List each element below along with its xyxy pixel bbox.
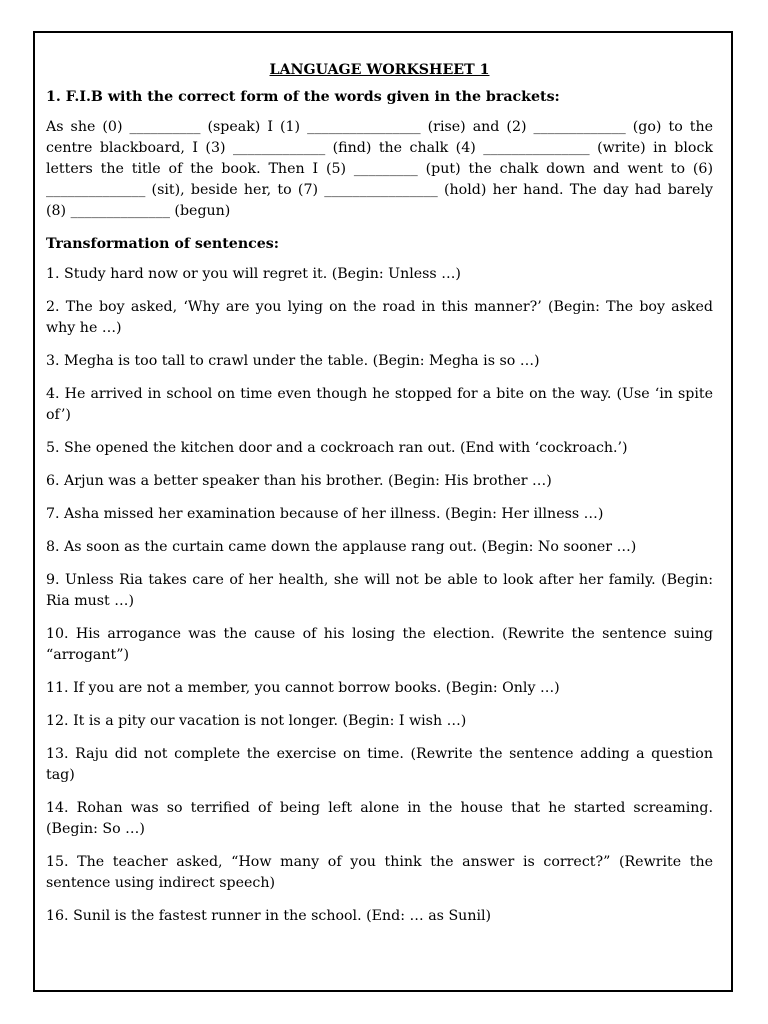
question-8: 8. As soon as the curtain came down the applause rang out. (Begin: No sooner …) <box>46 539 637 555</box>
question-10: 10. His arrogance was the cause of his losing the election. (Rewrite the sentence suing “arrogant”) <box>46 626 713 663</box>
question-11: 11. If you are not a member, you cannot borrow books. (Begin: Only …) <box>46 680 560 696</box>
section1-heading: 1. F.I.B with the correct form of the words given in the brackets: <box>46 89 560 105</box>
question-2: 2. The boy asked, ‘Why are you lying on the road in this manner?’ (Begin: The boy asked why he …) <box>46 299 713 336</box>
worksheet-content <box>46 60 713 939</box>
question-15: 15. The teacher asked, “How many of you think the answer is correct?” (Rewrite the sentence using indirect speech) <box>46 854 713 891</box>
question-1: 1. Study hard now or you will regret it. (Begin: Unless …) <box>46 266 461 282</box>
question-16: 16. Sunil is the fastest runner in the school. (End: … as Sunil) <box>46 908 492 924</box>
question-6: 6. Arjun was a better speaker than his brother. (Begin: His brother …) <box>46 473 552 489</box>
fill-in-blanks-passage: As she (0) __________ (speak) I (1) ________________ (rise) and (2) _____________ (go) to the centre blackboard, I (3) _____________ (find) the chalk (4) _______________ (write) in block letters the title of the book. Then I (5) _________ (put) the chalk down and went to (6) ______________ (sit), beside her, to (7) ________________ (hold) her hand. The day had barely (8) ______________ (begun) <box>46 119 713 219</box>
question-12: 12. It is a pity our vacation is not longer. (Begin: I wish …) <box>46 713 467 729</box>
question-5: 5. She opened the kitchen door and a cockroach ran out. (End with ‘cockroach.’) <box>46 440 628 456</box>
worksheet-title: LANGUAGE WORKSHEET 1 <box>269 62 490 78</box>
question-3: 3. Megha is too tall to crawl under the table. (Begin: Megha is so …) <box>46 353 540 369</box>
question-13: 13. Raju did not complete the exercise on time. (Rewrite the sentence adding a question tag) <box>46 746 713 783</box>
question-7: 7. Asha missed her examination because of her illness. (Begin: Her illness …) <box>46 506 604 522</box>
question-4: 4. He arrived in school on time even though he stopped for a bite on the way. (Use ‘in spite of’) <box>46 386 713 423</box>
question-14: 14. Rohan was so terrified of being left alone in the house that he started screaming. (Begin: So …) <box>46 800 713 837</box>
question-9: 9. Unless Ria takes care of her health, she will not be able to look after her family. (Begin: Ria must …) <box>46 572 713 609</box>
section2-heading: Transformation of sentences: <box>46 236 280 252</box>
